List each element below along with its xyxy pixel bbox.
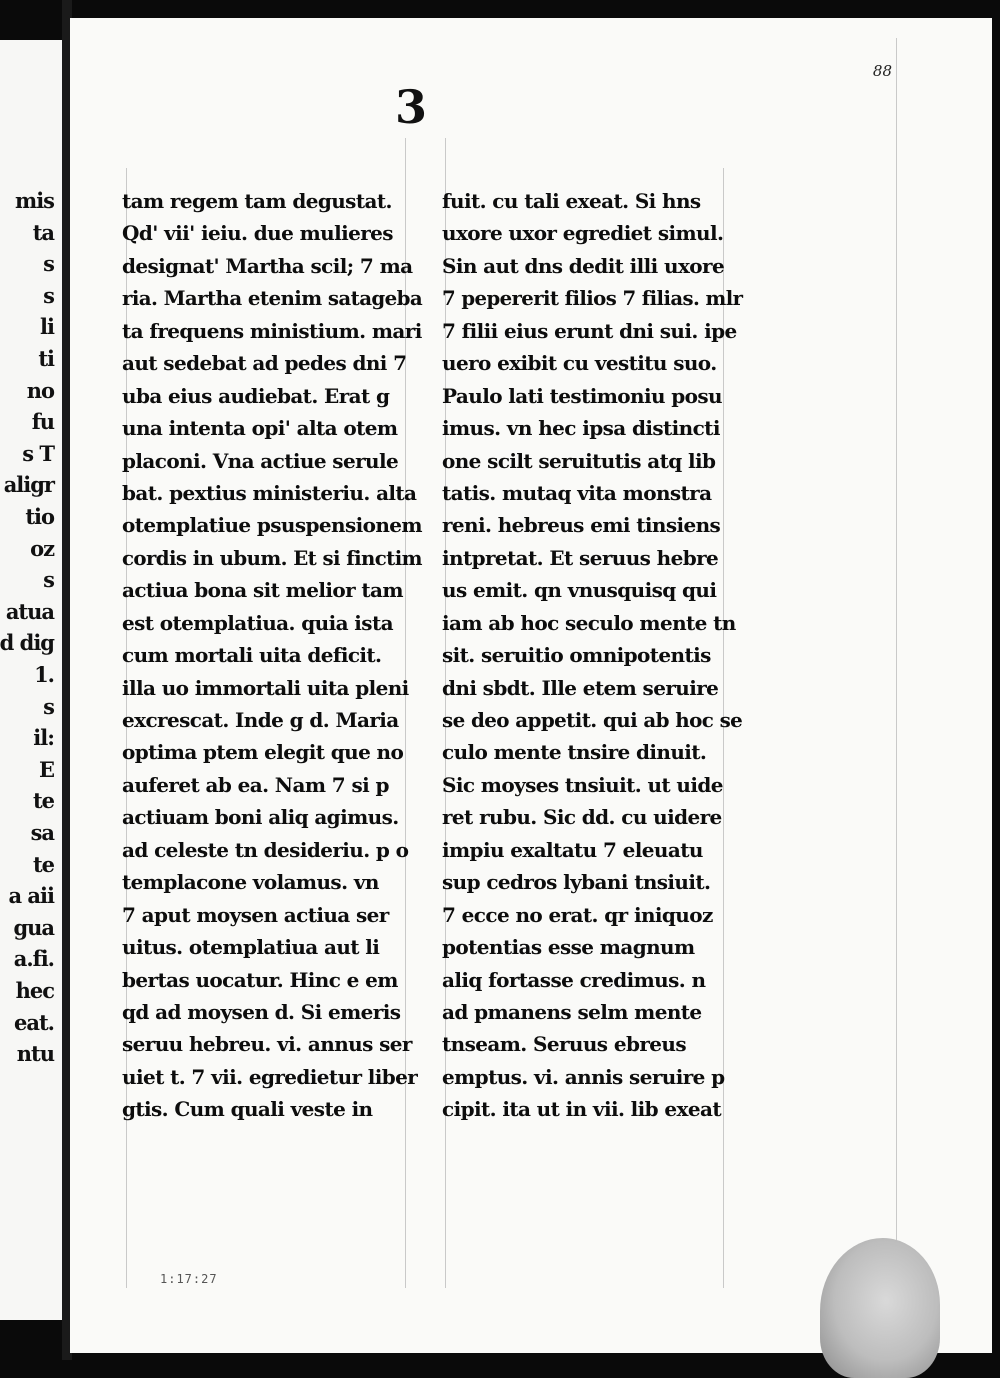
text-line: culo mente tnsire dinuit. bbox=[442, 740, 707, 765]
facing-page-fragment: s bbox=[43, 693, 54, 719]
text-line: 7 ecce no erat. qr iniquoz bbox=[442, 902, 713, 927]
text-column-right bbox=[442, 186, 742, 1127]
facing-page-fragment: s bbox=[43, 251, 54, 277]
text-line: aut sedebat ad pedes dni 7 bbox=[122, 351, 407, 376]
text-line: ad celeste tn desideriu. p o bbox=[122, 837, 409, 862]
folio-number: 88 bbox=[872, 62, 892, 80]
text-line: 7 pepererit filios 7 filias. mlr bbox=[442, 286, 743, 311]
text-column-left bbox=[122, 186, 422, 1127]
text-line: est otemplatiua. quia ista bbox=[122, 610, 393, 635]
text-line: Sin aut dns dedit illi uxore bbox=[442, 253, 725, 278]
facing-page-fragment: mis bbox=[14, 188, 54, 213]
facing-page-fragment: s T bbox=[22, 440, 54, 466]
text-line: cipit. ita ut in vii. lib exeat bbox=[442, 1097, 721, 1122]
facing-page-fragment: s bbox=[43, 567, 54, 593]
facing-page-fragment: sa bbox=[30, 820, 54, 845]
ruling-line bbox=[896, 38, 897, 1288]
facing-page-fragment: te bbox=[32, 788, 54, 814]
text-line: Sic moyses tnsiuit. ut uide bbox=[442, 772, 723, 797]
text-line: cordis in ubum. Et si finctim bbox=[122, 545, 422, 570]
text-line: one scilt seruitutis atq lib bbox=[442, 448, 716, 473]
text-line: fuit. cu tali exeat. Si hns bbox=[442, 189, 701, 213]
text-line: templacone volamus. vn bbox=[122, 870, 379, 895]
text-line: uxore uxor egrediet simul. bbox=[442, 221, 724, 246]
text-line: ta frequens ministium. mari bbox=[122, 318, 422, 343]
text-line: cum mortali uita deficit. bbox=[122, 643, 382, 668]
facing-page-fragment: s bbox=[43, 282, 54, 308]
text-line: emptus. vi. annis seruire p bbox=[442, 1064, 725, 1089]
text-line: designat' Martha scil; 7 ma bbox=[122, 253, 413, 278]
text-line: se deo appetit. qui ab hoc se bbox=[442, 708, 743, 732]
text-line: iam ab hoc seculo mente tn bbox=[442, 610, 736, 635]
text-line: otemplatiue psuspensionem bbox=[122, 513, 422, 538]
facing-page-fragment: no bbox=[26, 377, 54, 403]
text-line: uero exibit cu vestitu suo. bbox=[442, 351, 717, 376]
text-line: impiu exaltatu 7 eleuatu bbox=[442, 837, 703, 862]
text-line: ret rubu. Sic dd. cu uidere bbox=[442, 805, 722, 830]
text-line: dni sbdt. Ille etem seruire bbox=[442, 675, 719, 700]
text-line: actiua bona sit melior tam bbox=[122, 578, 403, 603]
text-line: qd ad moysen d. Si emeris bbox=[122, 999, 401, 1024]
facing-page-fragment: il: bbox=[33, 725, 54, 751]
text-line: ria. Martha etenim satageba bbox=[122, 286, 423, 311]
shelfmark-stamp: 1:17:27 bbox=[160, 1272, 218, 1286]
text-line: gtis. Cum quali veste in bbox=[122, 1097, 373, 1122]
facing-page-fragment: E bbox=[38, 756, 54, 782]
text-line: uba eius audiebat. Erat g bbox=[122, 383, 390, 408]
text-line: bat. pextius ministeriu. alta bbox=[122, 480, 417, 505]
text-line: reni. hebreus emi tinsiens bbox=[442, 513, 721, 538]
text-line: seruu hebreu. vi. annus ser bbox=[122, 1032, 412, 1057]
text-line: uiet t. 7 vii. egredietur liber bbox=[122, 1064, 418, 1089]
left-facing-page bbox=[0, 40, 62, 1320]
facing-page-fragment: ntu bbox=[16, 1041, 54, 1067]
text-line: excrescat. Inde g d. Maria bbox=[122, 708, 399, 732]
text-line: tnseam. Seruus ebreus bbox=[442, 1032, 686, 1057]
facing-page-fragment: aligr bbox=[3, 472, 54, 498]
facing-page-fragment: d dig bbox=[0, 630, 54, 656]
facing-page-fragment: oz bbox=[30, 535, 54, 561]
facing-page-fragment: li bbox=[40, 314, 54, 340]
facing-page-fragment: te bbox=[32, 851, 54, 877]
text-line: Qd' vii' ieiu. due mulieres bbox=[122, 221, 393, 246]
text-line: ad pmanens selm mente bbox=[442, 999, 702, 1024]
text-line: optima ptem elegit que no bbox=[122, 740, 404, 765]
text-line: us emit. qn vnusquisq qui bbox=[442, 578, 717, 603]
facing-page-fragment: ti bbox=[38, 346, 54, 371]
text-line: bertas uocatur. Hinc e em bbox=[122, 967, 398, 992]
text-line: Paulo lati testimoniu posu bbox=[442, 383, 722, 408]
quire-mark: 3 bbox=[395, 80, 428, 134]
facing-page-fragment: gua bbox=[13, 914, 54, 940]
text-line: uitus. otemplatiua aut li bbox=[122, 935, 380, 960]
text-line: imus. vn hec ipsa distincti bbox=[442, 416, 720, 441]
text-line: 7 aput moysen actiua ser bbox=[122, 902, 389, 927]
text-line: auferet ab ea. Nam 7 si p bbox=[122, 772, 389, 797]
text-line: una intenta opi' alta otem bbox=[122, 416, 398, 441]
text-line: 7 filii eius erunt dni sui. ipe bbox=[442, 318, 737, 343]
text-line: sup cedros lybani tnsiuit. bbox=[442, 870, 711, 895]
manuscript-folio bbox=[70, 18, 992, 1353]
text-line: aliq fortasse credimus. n bbox=[442, 967, 706, 992]
text-line: tam regem tam degustat. bbox=[122, 189, 392, 213]
facing-page-fragment: fu bbox=[31, 409, 54, 435]
facing-page-fragment: a.fi. bbox=[13, 946, 54, 972]
text-line: illa uo immortali uita pleni bbox=[122, 675, 409, 700]
facing-page-fragment: eat. bbox=[14, 1009, 54, 1035]
facing-page-fragment: ta bbox=[32, 219, 54, 245]
thumb-holding-page bbox=[820, 1238, 940, 1378]
facing-page-fragment: 1. bbox=[34, 662, 54, 687]
text-line: sit. seruitio omnipotentis bbox=[442, 643, 711, 668]
facing-page-fragment: hec bbox=[15, 978, 54, 1003]
text-line: potentias esse magnum bbox=[442, 935, 695, 960]
text-line: placoni. Vna actiue serule bbox=[122, 448, 399, 473]
facing-page-fragment: tio bbox=[25, 504, 54, 529]
facing-page-fragment: atua bbox=[5, 598, 54, 624]
text-line: tatis. mutaq vita monstra bbox=[442, 480, 712, 505]
text-line: actiuam boni aliq agimus. bbox=[122, 805, 399, 830]
facing-page-fragment: a aii bbox=[8, 883, 54, 909]
text-line: intpretat. Et seruus hebre bbox=[442, 545, 719, 570]
